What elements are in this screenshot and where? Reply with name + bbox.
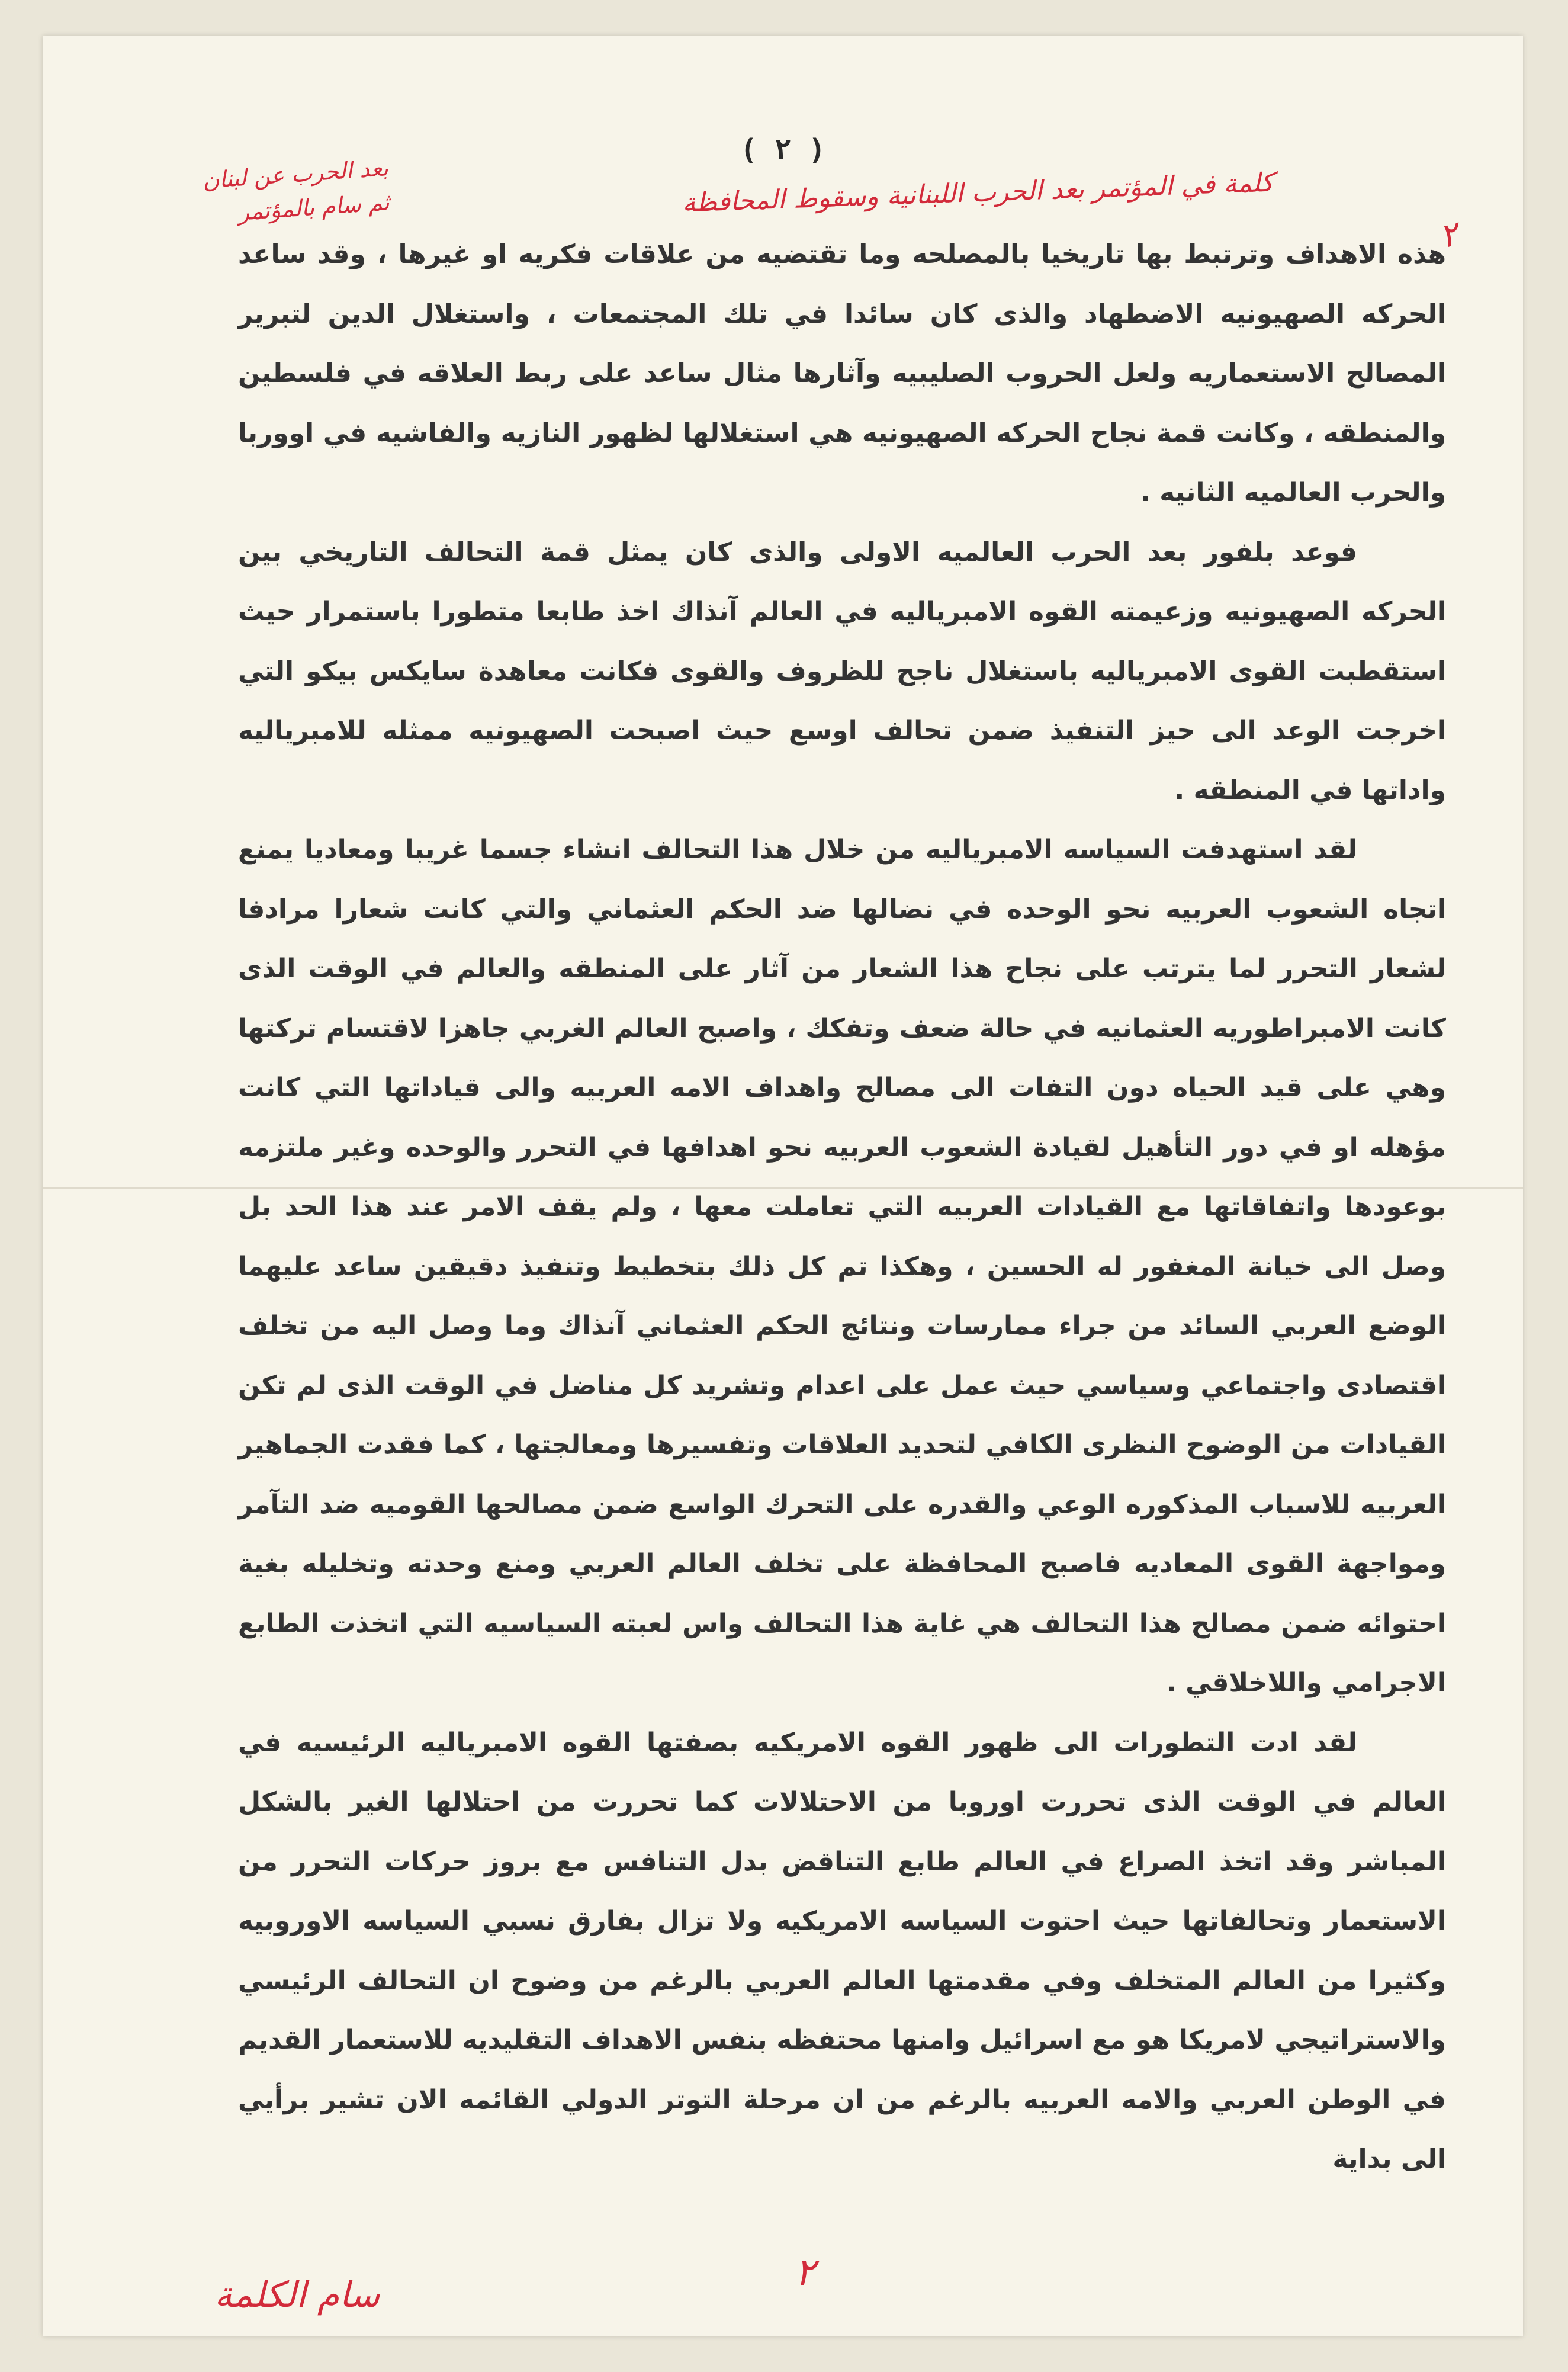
handwritten-side-note-line-1: بعد الحرب عن لبنان [201,155,390,194]
typewritten-body [238,225,1446,2190]
handwritten-side-note-line-2: ثم سام بالمؤتمر [237,189,391,226]
document-page [43,36,1523,2336]
paragraph-4: لقد ادت التطورات الى ظهور القوه الامريكيه بصفتها القوه الامبرياليه الرئيسيه في العالم في الوقت الذى تحررت اوروبا من الاحتلالات كما تحررت من احتلالها الغير بالشكل المباشر وقد اتخذ الصراع في العالم طابع التناقض بدل التنافس مع بروز حركات التحرر من الاستعمار وتحالفاتها حيث احتوت السياسه الامريكيه ولا تزال بفارق نسبي السياسه الاوروبيه وكثيرا من العالم المتخلف وفي مقدمتها العالم العربي بالرغم من وضوح ان التحالف الرئيسي والاستراتيجي لامريكا هو مع اسرائيل وامنها محتفظه بنفس الاهداف التقليديه للاستعمار القديم في الوطن العربي والامه العربيه بالرغم من ان مرحلة التوتر الدولي القائمه الان تشير برأيي الى بداية [238,1727,1446,2174]
handwritten-bottom-note: سام الكلمة [214,2274,380,2316]
paragraph-3: لقد استهدفت السياسه الامبرياليه من خلال هذا التحالف انشاء جسما غريبا ومعاديا يمنع اتجاه الشعوب العربيه نحو الوحده في نضالها ضد الحكم العثماني والتي كانت شعارا مرادفا لشعار التحرر لما يترتب على نجاح هذا الشعار من آثار على المنطقه والعالم في الوقت الذى كانت الامبراطوريه العثمانيه في حالة ضعف وتفكك ، واصبح العالم الغربي جاهزا لاقتسام تركتها وهي على قيد الحياه دون التفات الى مصالح واهداف الامه العربيه والى قياداتها التي كانت مؤهله او في دور التأهيل لقيادة الشعوب العربيه نحو اهدافها في التحرر والوحده وغير ملتزمه بوعودها واتفاقاتها مع القيادات العربيه التي تعاملت معها ، ولم يقف الامر عند هذا الحد بل وصل الى خيانة المغفور له الحسين ، وهكذا تم كل ذلك بتخطيط وتنفيذ دقيقين ساعد عليهما الوضع العربي السائد من جراء ممارسات ونتائج الحكم العثماني آنذاك وما وصل اليه من تخلف اقتصادى واجتماعي وسياسي حيث عمل على اعدام وتشريد كل مناضل في الوقت الذى لم تكن القيادات من الوضوح النظرى الكافي لتحديد العلاقات وتفسيرها ومعالجتها ، كما فقدت الجماهير العربيه للاسباب المذكوره الوعي والقدره على التحرك الواسع ضمن مصالحها القوميه ضد التآمر ومواجهة القوى المعاديه فاصبح المحافظة على تخلف العالم العربي ومنع وحدته وتخليله بغية احتوائه ضمن مصالح هذا التحالف هي غاية هذا التحالف واس لعبته السياسيه التي اتخذت الطابع الاجرامي واللاخلاقي . [238,834,1446,1698]
paragraph-1: هذه الاهداف وترتبط بها تاريخيا بالمصلحه وما تقتضيه من علاقات فكريه او غيرها ، وقد ساعد الحركه الصهيونيه الاضطهاد والذى كان سائدا في تلك المجتمعات ، واستغلال الدين لتبرير المصالح الاستعماريه ولعل الحروب الصليبيه وآثارها مثال ساعد على ربط العلاقه في فلسطين والمنطقه ، وكانت قمة نجاح الحركه الصهيونيه هي استغلالها لظهور النازيه والفاشيه في اووربا والحرب العالميه الثانيه . [238,239,1446,508]
handwritten-page-mark-top: ٢ [1435,214,1463,256]
page-number: ( ٢ ) [740,133,826,166]
handwritten-heading-note: كلمة في المؤتمر بعد الحرب اللبنانية وسقوط المحافظة [682,167,1274,219]
handwritten-page-mark-bottom: ٢ [795,2251,815,2294]
paragraph-2: فوعد بلفور بعد الحرب العالميه الاولى والذى كان يمثل قمة التحالف التاريخي بين الحركه الصهيونيه وزعيمته القوه الامبرياليه في العالم آنذاك اخذ طابعا متطورا باستمرار حيث استقطبت القوى الامبرياليه باستغلال ناجح للظروف والقوى فكانت معاهدة سايكس بيكو التي اخرجت الوعد الى حيز التنفيذ ضمن تحالف اوسع حيث اصبحت الصهيونيه ممثله للامبرياليه واداتها في المنطقه . [238,537,1446,805]
